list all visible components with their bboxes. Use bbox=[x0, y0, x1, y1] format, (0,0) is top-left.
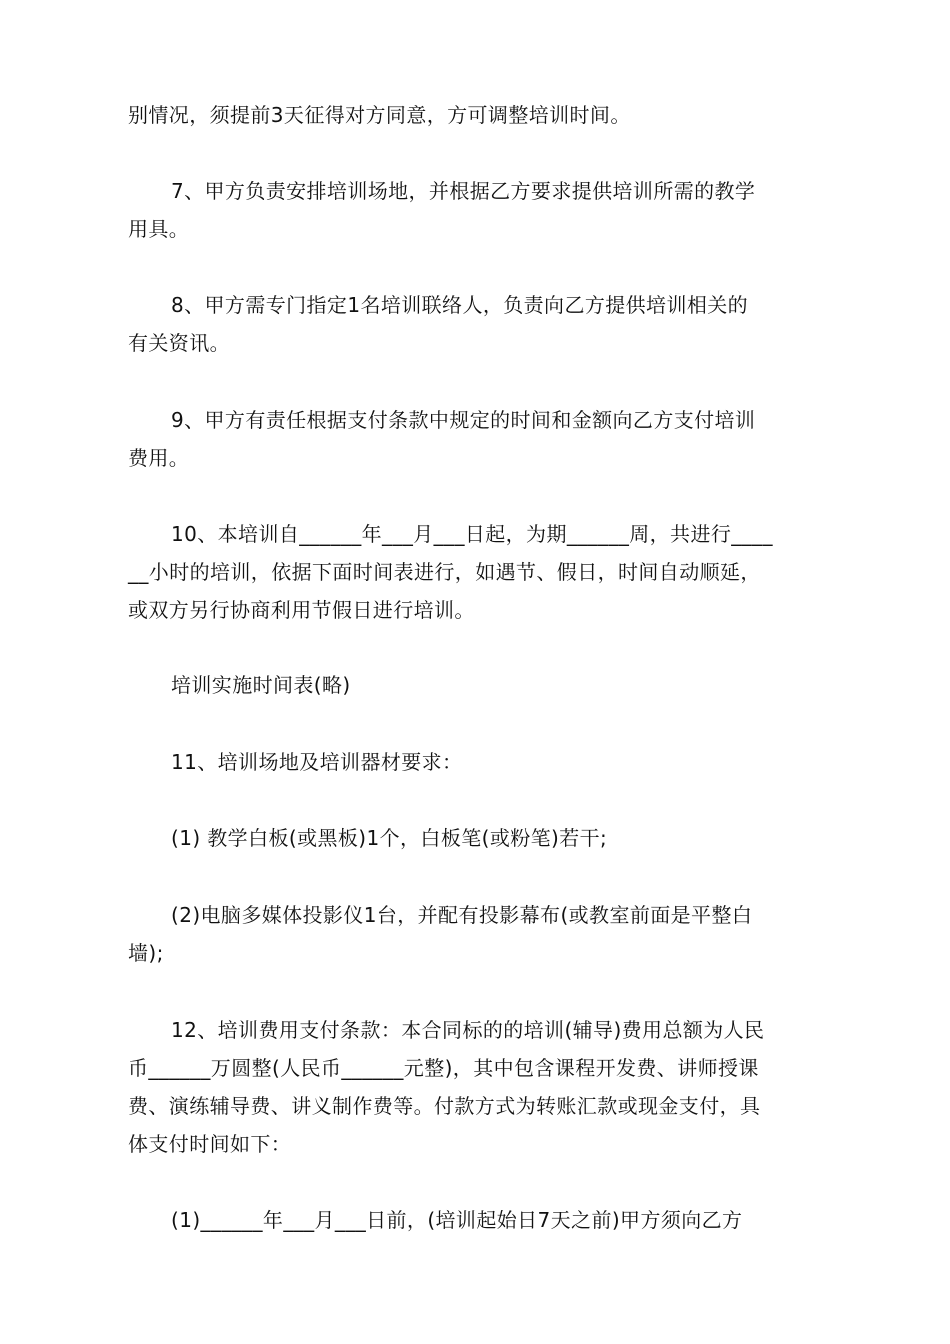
paragraph-clause-12 bbox=[128, 1011, 822, 1163]
text-line: (2)电脑多媒体投影仪1台，并配有投影幕布(或教室前面是平整白 bbox=[171, 903, 753, 927]
text-line: (1) 教学白板(或黑板)1个，白板笔(或粉笔)若干; bbox=[171, 826, 608, 850]
paragraph-item-2 bbox=[128, 896, 822, 972]
paragraph-clause-11 bbox=[128, 743, 822, 781]
paragraph-item-1 bbox=[128, 819, 822, 857]
text-line: 11、培训场地及培训器材要求： bbox=[171, 750, 463, 774]
paragraph-clause-8 bbox=[128, 286, 822, 362]
paragraph-continuation bbox=[128, 96, 822, 134]
text-line: 有关资讯。 bbox=[128, 331, 230, 355]
text-line: 12、培训费用支付条款：本合同标的的培训(辅导)费用总额为人民 bbox=[171, 1018, 765, 1042]
paragraph-payment-item-1 bbox=[128, 1201, 822, 1239]
text-line: 培训实施时间表(略) bbox=[171, 673, 351, 697]
paragraph-clause-9 bbox=[128, 401, 822, 477]
paragraph-clause-7 bbox=[128, 172, 822, 248]
text-line: __小时的培训，依据下面时间表进行，如遇节、假日，时间自动顺延， bbox=[128, 560, 761, 584]
text-line: 体支付时间如下： bbox=[128, 1132, 292, 1156]
text-line: 8、甲方需专门指定1名培训联络人，负责向乙方提供培训相关的 bbox=[171, 293, 749, 317]
text-line: (1)______年___月___日前，(培训起始日7天之前)甲方须向乙方 bbox=[171, 1208, 743, 1232]
text-line: 墙); bbox=[128, 941, 164, 965]
text-line: 用具。 bbox=[128, 217, 190, 241]
text-line: 或双方另行协商利用节假日进行培训。 bbox=[128, 598, 475, 622]
text-line: 9、甲方有责任根据支付条款中规定的时间和金额向乙方支付培训 bbox=[171, 408, 756, 432]
text-line: 费用。 bbox=[128, 446, 190, 470]
text-line: 币______万圆整(人民币______元整)，其中包含课程开发费、讲师授课 bbox=[128, 1056, 759, 1080]
text-line: 10、本培训自______年___月___日起，为期______周，共进行____ bbox=[171, 522, 773, 546]
paragraph-schedule-note bbox=[128, 666, 822, 704]
paragraph-clause-10 bbox=[128, 515, 822, 629]
text-line: 费、演练辅导费、讲义制作费等。付款方式为转账汇款或现金支付，具 bbox=[128, 1094, 761, 1118]
text-line: 7、甲方负责安排培训场地，并根据乙方要求提供培训所需的教学 bbox=[171, 179, 756, 203]
text-line: 别情况，须提前3天征得对方同意，方可调整培训时间。 bbox=[128, 103, 631, 127]
